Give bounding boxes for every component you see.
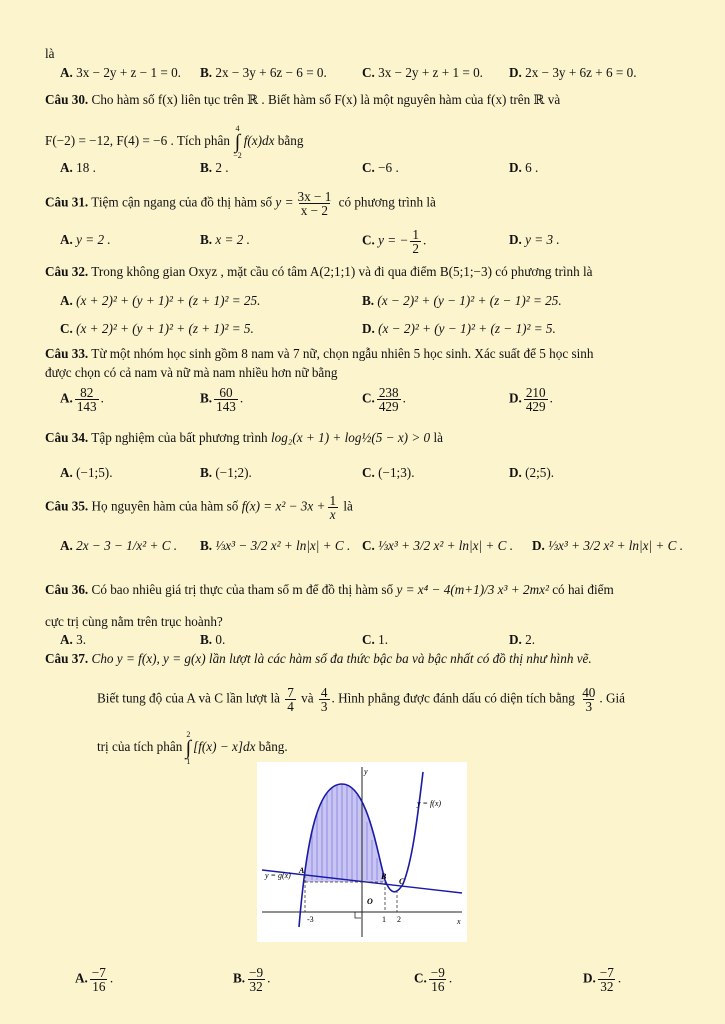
q33-line2: được chọn có cả nam và nữ mà nam nhiều hơn nữ bằng [45,365,338,380]
q32-option-b[interactable]: B. (x − 2)² + (y − 1)² + (z − 1)² = 25. [362,293,562,308]
tick-1: 1 [382,915,386,924]
q30-integral: 4 ∫ −2 [233,124,242,160]
label-O: O [367,897,373,906]
q33-option-d[interactable]: D. $\frac{210}{429}$ . [509,385,553,414]
q30-option-c[interactable]: C. −6 . [362,160,399,175]
label-fx: y = f(x) [417,799,442,808]
q37-line2: Biết tung độ của A và C lần lượt là $\frac{7}{4}$ và $\frac{4}{3}$ . Hình phẳng được đánh dấu có diện tích bằng $\frac{40}{3}$ . Giá [97,685,626,714]
origin-marker [355,912,361,918]
q32-option-a[interactable]: A. (x + 2)² + (y + 1)² + (z + 1)² = 25. [60,293,261,308]
q30-line1: Câu 30. Cho hàm số f(x) liên tục trên ℝ . Biết hàm số F(x) là một nguyên hàm của f(x) trên ℝ và [45,92,561,107]
tick-neg3: -3 [307,915,314,924]
q37-line3: trị của tích phân 2 ∫ 1 [f(x) − x]dx bằng. [97,730,288,766]
q34-option-a[interactable]: A. (−1;5). [60,465,113,480]
q36-line2: cực trị cùng nằm trên trục hoành? [45,614,223,629]
label-x: x [457,917,461,926]
q35-option-b[interactable]: B. ⅓x³ − 3/2 x² + ln|x| + C . [200,538,351,553]
q36-option-a[interactable]: A. 3. [60,632,87,647]
q31-option-a[interactable]: A. y = 2 . [60,232,111,247]
q33-line1: Câu 33. Từ một nhóm học sinh gồm 8 nam và 7 nữ, chọn ngẫu nhiên 5 học sinh. Xác suất để 5 học sinh [45,346,594,361]
q29-option-a[interactable]: A. 3x − 2y + z − 1 = 0. [60,65,181,80]
q36-option-b[interactable]: B. 0. [200,632,226,647]
q34-option-c[interactable]: C. (−1;3). [362,465,415,480]
q30-option-d[interactable]: D. 6 . [509,160,539,175]
prev-question-tail: là [45,46,55,61]
q29-option-c[interactable]: C. 3x − 2y + z + 1 = 0. [362,65,483,80]
q37-option-b[interactable]: B. $\frac{-9}{32}$ . [233,965,271,994]
q37-graph [257,762,467,942]
tick-2: 2 [397,915,401,924]
q30-option-a[interactable]: A. 18 . [60,160,96,175]
q37-integral: 2 ∫ 1 [185,730,192,766]
q36-line1: Câu 36. Có bao nhiêu giá trị thực của tham số m để đồ thị hàm số y = x⁴ − 4(m+1)/3 x³ + 2mx² có hai điểm [45,582,614,597]
q31-option-c[interactable]: C. y = − $\frac{1}{2}$ . [362,227,427,256]
q29-option-b[interactable]: B. 2x − 3y + 6z − 6 = 0. [200,65,327,80]
q36-option-d[interactable]: D. 2. [509,632,536,647]
q31-option-d[interactable]: D. y = 3 . [509,232,560,247]
q31-option-b[interactable]: B. x = 2 . [200,232,250,247]
q33-option-c[interactable]: C. $\frac{238}{429}$ . [362,385,406,414]
q30-option-b[interactable]: B. 2 . [200,160,229,175]
q35-line: Câu 35. Họ nguyên hàm của hàm số f(x) = x² − 3x + $\frac{1}{x}$ là [45,493,353,522]
q37-graph-svg [257,762,467,942]
q30-line2: F(−2) = −12, F(4) = −6 . Tích phân 4 ∫ −2 f(x)dx bằng [45,124,304,160]
q34-option-b[interactable]: B. (−1;2). [200,465,252,480]
q32-option-d[interactable]: D. (x − 2)² + (y − 1)² + (z − 1)² = 5. [362,321,556,336]
q29-option-d[interactable]: D. 2x − 3y + 6z + 6 = 0. [509,65,637,80]
label-A: A [299,866,305,875]
q37-option-d[interactable]: D. $\frac{-7}{32}$ . [583,965,622,994]
q33-option-a[interactable]: A. $\frac{82}{143}$ . [60,385,104,414]
q37-option-c[interactable]: C. $\frac{-9}{16}$ . [414,965,453,994]
q31-fraction: $\frac{3x - 1}{x - 2}$ [297,189,332,218]
q37-option-a[interactable]: A. $\frac{-7}{16}$ . [75,965,114,994]
q34-option-d[interactable]: D. (2;5). [509,465,555,480]
label-B: B [381,872,387,881]
label-gx: y = g(x) [265,871,291,880]
q34-line: Câu 34. Tập nghiệm của bất phương trình log₂(x + 1) + log½(5 − x) > 0 là [45,430,443,445]
q33-option-b[interactable]: B. $\frac{60}{143}$ . [200,385,244,414]
q32-line: Câu 32. Trong không gian Oxyz , mặt cầu có tâm A(2;1;1) và đi qua điểm B(5;1;−3) có phương trình là [45,264,593,279]
label-y: y [364,767,368,776]
q36-option-c[interactable]: C. 1. [362,632,389,647]
q35-option-a[interactable]: A. 2x − 3 − 1/x² + C . [60,538,178,553]
q37-line1: Câu 37. Cho y = f(x), y = g(x) lần lượt là các hàm số đa thức bậc ba và bậc nhất có đồ thị như hình vẽ. [45,651,592,666]
q32-option-c[interactable]: C. (x + 2)² + (y + 1)² + (z + 1)² = 5. [60,321,254,336]
q35-option-d[interactable]: D. ⅓x³ + 3/2 x² + ln|x| + C . [532,538,684,553]
label-C: C [399,877,405,886]
q31-line: Câu 31. Tiệm cận ngang của đồ thị hàm số y = $\frac{3x - 1}{x - 2}$ có phương trình là [45,189,436,218]
q35-option-c[interactable]: C. ⅓x³ + 3/2 x² + ln|x| + C . [362,538,514,553]
